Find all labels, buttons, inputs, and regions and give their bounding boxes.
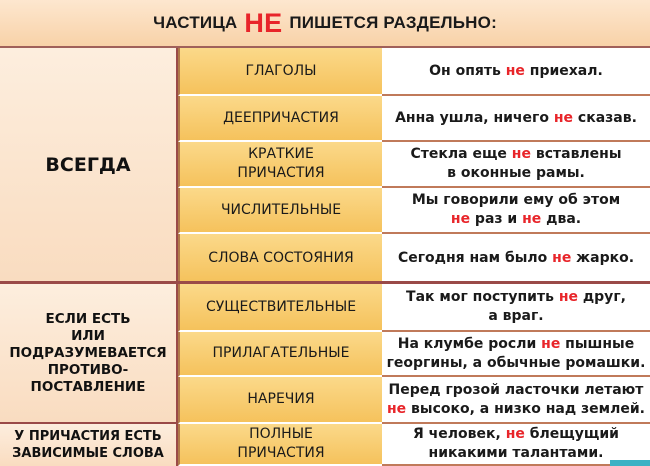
example-text: два. [541,211,582,227]
particle-ne: не [505,426,525,442]
example-text: высоко, а низко над землей. [406,400,645,417]
example-sentence [413,425,619,463]
part-of-speech-cell [178,377,382,424]
category-contrast [0,284,178,424]
example-text: раз и [470,211,523,227]
part-of-speech-cell [178,332,382,377]
part-of-speech-cell [178,96,382,142]
example-sentence [429,62,603,81]
section-divider [0,281,650,284]
category-always [0,48,178,283]
particle-ne: не [558,289,578,305]
example-sentence [410,145,621,183]
example-sentence [395,109,637,128]
example-cell [382,284,650,332]
part-of-speech-label: ЧИСЛИТЕЛЬНЫЕ [220,201,342,218]
particle-ne: не [552,249,572,266]
title-highlight: НЕ [244,7,283,38]
part-of-speech-label: СЛОВА СОСТОЯНИЯ [208,249,354,266]
example-text: друг, а враг. [488,289,626,324]
example-cell [382,377,650,424]
page-title [0,0,650,48]
example-text: блещущий никакими талантами. [428,426,619,461]
part-of-speech-label: КРАТКИЕ ПРИЧАСТИЯ [237,146,325,181]
example-cell [382,48,650,96]
example-sentence [406,288,626,326]
category-dependent-words [0,424,178,466]
part-of-speech-label: НАРЕЧИЯ [247,391,315,407]
example-text: Сегодня нам было [397,249,553,266]
particle-ne: не [522,211,542,227]
example-text: Мы говорили ему об этом [411,192,621,208]
example-text: сказав. [573,109,637,126]
particle-ne: не [450,211,471,227]
particle-ne: не [511,146,531,162]
example-sentence [387,381,645,419]
part-of-speech-cell [178,48,382,96]
example-sentence [387,335,646,373]
example-cell [382,96,650,142]
category-label: У ПРИЧАСТИЯ ЕСТЬ ЗАВИСИМЫЕ СЛОВА [12,429,164,461]
example-text: Так мог поступить [406,289,559,305]
particle-ne: не [505,62,525,79]
part-of-speech-label: ГЛАГОЛЫ [245,62,317,79]
part-of-speech-cell [178,424,382,466]
example-text: жарко. [571,249,635,266]
category-label: ВСЕГДА [45,153,131,176]
part-of-speech-label: СУЩЕСТВИТЕЛЬНЫЕ [205,298,357,315]
particle-ne: не [387,400,407,417]
example-text: Анна ушла, ничего [395,109,554,126]
example-text: Стекла еще [410,146,512,162]
example-sentence [412,191,620,229]
example-text: Я человек, [413,426,506,442]
part-of-speech-cell [178,188,382,234]
part-of-speech-cell [178,142,382,188]
corner-tab [610,460,650,466]
example-sentence [398,249,634,268]
particle-ne: не [553,109,574,126]
example-cell [382,188,650,234]
part-of-speech-cell [178,234,382,284]
example-text: Перед грозой ласточки летают [388,381,644,398]
example-cell [382,234,650,284]
example-text: Он опять [429,62,506,79]
part-of-speech-label: ДЕЕПРИЧАСТИЯ [223,109,339,126]
title-text-before: ЧАСТИЦА [153,13,238,32]
example-text: приехал. [524,62,603,79]
part-of-speech-cell [178,284,382,332]
particle-ne: не [541,335,561,352]
example-text: пышные георгины, а обычные ромашки. [386,335,646,371]
example-text: вставлены в оконные рамы. [447,146,622,181]
example-text: На клумбе росли [397,335,542,352]
example-cell [382,332,650,377]
part-of-speech-label: ПРИЛАГАТЕЛЬНЫЕ [212,345,350,361]
title-text-after: ПИШЕТСЯ РАЗДЕЛЬНО: [289,13,497,32]
part-of-speech-label: ПОЛНЫЕ ПРИЧАСТИЯ [237,426,325,461]
category-label: ЕСЛИ ЕСТЬ ИЛИ ПОДРАЗУМЕВАЕТСЯ ПРОТИВО- ПОСТАВЛЕНИЕ [9,310,167,395]
example-cell [382,142,650,188]
